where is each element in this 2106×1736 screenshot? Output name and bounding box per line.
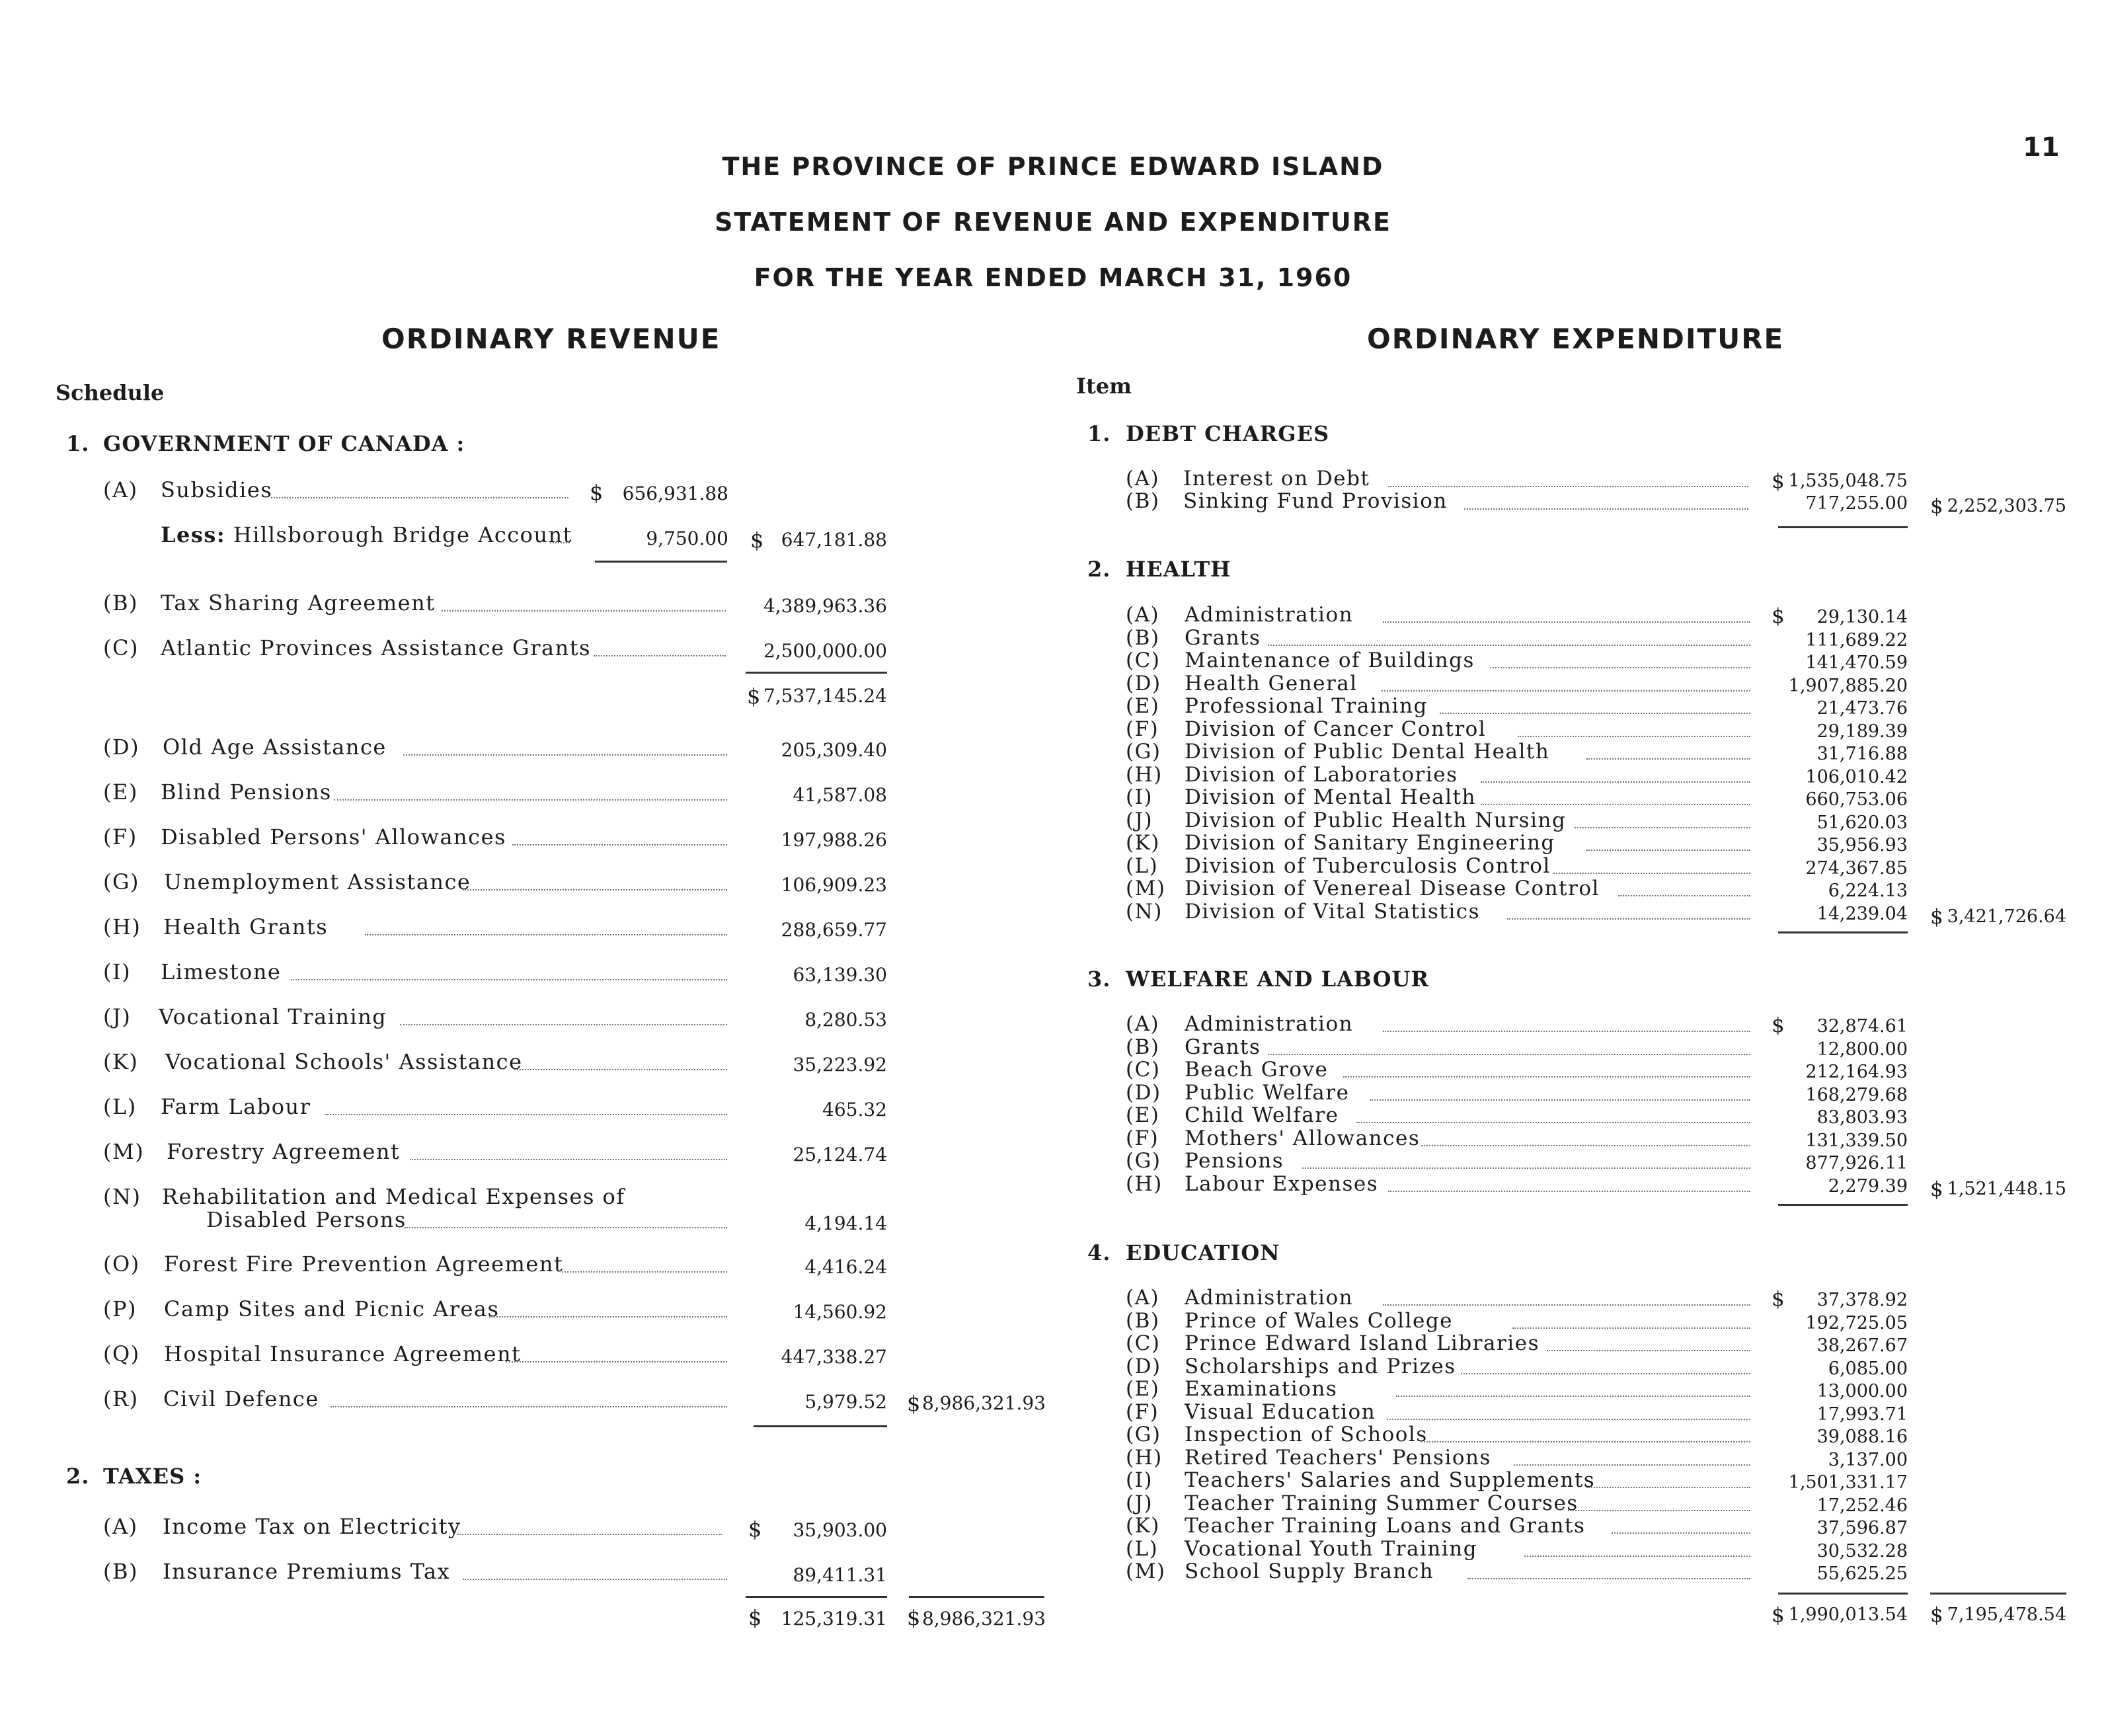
revenue-amount: 35,903.00 (793, 1519, 887, 1541)
leader-dots (1490, 667, 1750, 668)
expenditure-item-code: (F) (1126, 1400, 1159, 1424)
revenue-item-code: (B) (103, 590, 138, 615)
dollar-sign: $ (1930, 1603, 1945, 1627)
leader-dots (1421, 1441, 1750, 1442)
revenue-amount: 25,124.74 (793, 1144, 887, 1165)
expenditure-item-label: Professional Training (1185, 694, 1428, 718)
leader-dots (325, 1114, 727, 1115)
expenditure-item-label: Public Welfare (1185, 1080, 1350, 1105)
expenditure-item-code: (B) (1126, 489, 1160, 513)
revenue-amount: 89,411.31 (793, 1564, 887, 1586)
expenditure-item-label: Grants (1185, 1035, 1261, 1059)
revenue-item-code: (O) (103, 1251, 140, 1277)
expenditure-item-label: Child Welfare (1185, 1103, 1339, 1127)
expenditure-item-label: Teacher Training Summer Courses (1185, 1491, 1579, 1515)
expenditure-item-code: (K) (1126, 1514, 1160, 1538)
leader-dots (1383, 1304, 1750, 1306)
revenue-item-label: Disabled Persons' Allowances (161, 824, 506, 849)
revenue-amount: 4,194.14 (804, 1212, 887, 1234)
underline-rule (754, 1425, 887, 1427)
expenditure-item-label: Maintenance of Buildings (1185, 649, 1475, 672)
underline-rule (595, 561, 727, 563)
less-item-label: Hillsborough Bridge Account (233, 522, 573, 547)
expenditure-section-total: 1,521,448.15 (1947, 1178, 2066, 1199)
expenditure-item-code: (J) (1126, 808, 1153, 832)
expenditure-amount: 21,473.76 (1816, 698, 1908, 719)
revenue-item-label: Atlantic Provinces Assistance Grants (161, 635, 591, 660)
expenditure-item-code: (G) (1126, 740, 1161, 764)
expenditure-item-label: Division of Sanitary Engineering (1185, 831, 1555, 855)
less-amount: 9,750.00 (646, 528, 728, 549)
expenditure-item-label: Beach Grove (1185, 1058, 1329, 1082)
expenditure-item-label: Administration (1185, 1286, 1354, 1310)
revenue-item-label: Limestone (161, 959, 282, 984)
leader-dots (1461, 1373, 1750, 1374)
leader-dots (1464, 508, 1748, 510)
revenue-item-label-continued: Disabled Persons (206, 1207, 407, 1232)
revenue-amount: 205,309.40 (781, 739, 887, 761)
leader-dots (506, 1361, 727, 1362)
page-number: 11 (2023, 132, 2060, 163)
expenditure-item-label: Retired Teachers' Pensions (1185, 1445, 1491, 1470)
dollar-sign: $ (1930, 494, 1945, 518)
expenditure-item-label: Visual Education (1185, 1400, 1376, 1424)
revenue-item-label: Vocational Schools' Assistance (165, 1049, 523, 1074)
expenditure-section-title: EDUCATION (1126, 1240, 1280, 1265)
expenditure-item-label: Grants (1185, 625, 1261, 650)
expenditure-item-code: (J) (1126, 1491, 1153, 1515)
leader-dots (1382, 690, 1750, 691)
leader-dots (1514, 1464, 1750, 1466)
revenue-item-code: (K) (103, 1049, 139, 1074)
leader-dots (489, 1316, 727, 1318)
leader-dots (1586, 1487, 1750, 1488)
revenue-item-label: Blind Pensions (161, 779, 332, 805)
leader-dots (1547, 1350, 1750, 1351)
expenditure-item-code: (B) (1126, 625, 1160, 650)
dollar-sign: $ (907, 1391, 921, 1416)
underline-rule (746, 1596, 887, 1598)
leader-dots (550, 542, 570, 543)
expenditure-item-label: Interest on Debt (1183, 467, 1370, 491)
expenditure-item-code: (I) (1126, 785, 1153, 809)
expenditure-item-label: Teacher Training Loans and Grants (1185, 1514, 1586, 1538)
revenue-item-label: Health Grants (163, 914, 329, 939)
revenue-amount: 35,223.92 (793, 1054, 887, 1076)
expenditure-item-code: (B) (1126, 1308, 1160, 1333)
expenditure-item-code: (E) (1126, 1103, 1160, 1127)
expenditure-amount: 131,339.50 (1805, 1130, 1908, 1151)
expenditure-item-label: Administration (1185, 1012, 1354, 1036)
revenue-amount: 14,560.92 (793, 1301, 887, 1323)
leader-dots (410, 1159, 727, 1160)
revenue-amount: 465.32 (822, 1099, 887, 1121)
revenue-amount: 656,931.88 (622, 483, 728, 504)
leader-dots (1388, 486, 1748, 487)
revenue-item-label: Insurance Premiums Tax (163, 1559, 451, 1584)
expenditure-amount: 168,279.68 (1805, 1084, 1908, 1105)
expenditure-item-code: (G) (1126, 1423, 1161, 1446)
net-subsidies-amount: 647,181.88 (781, 529, 887, 551)
leader-dots (457, 1534, 722, 1535)
dollar-sign: $ (748, 1605, 763, 1630)
revenue-amount: 197,988.26 (781, 829, 887, 851)
leader-dots (1575, 827, 1750, 828)
revenue-amount: 447,338.27 (781, 1346, 887, 1368)
expenditure-item-label: Examinations (1185, 1377, 1338, 1401)
revenue-item-label: Hospital Insurance Agreement (164, 1341, 522, 1366)
leader-dots (1512, 1327, 1750, 1329)
revenue-subtotal: 7,537,145.24 (763, 685, 887, 707)
expenditure-amount: 32,874.61 (1816, 1016, 1908, 1037)
revenue-section-total: 8,986,321.93 (921, 1392, 1046, 1414)
leader-dots (1383, 1031, 1750, 1032)
leader-dots (1440, 713, 1750, 714)
expenditure-section-title: WELFARE AND LABOUR (1126, 967, 1429, 992)
underline-rule (1778, 526, 1908, 528)
expenditure-amount: 1,907,885.20 (1788, 675, 1908, 696)
dollar-sign: $ (1772, 1287, 1786, 1311)
expenditure-section-total: 3,421,726.64 (1947, 906, 2066, 927)
expenditure-item-label: Division of Tuberculosis Control (1185, 853, 1551, 878)
expenditure-amount: 2,279.39 (1828, 1175, 1908, 1197)
revenue-item-code: (P) (103, 1296, 137, 1322)
expenditure-item-label: School Supply Branch (1185, 1559, 1434, 1583)
expenditure-item-label: Inspection of Schools (1185, 1423, 1428, 1446)
leader-dots (403, 754, 727, 756)
expenditure-item-code: (B) (1126, 1035, 1160, 1059)
expenditure-item-code: (C) (1126, 1058, 1161, 1082)
revenue-grand-total: 8,986,321.93 (921, 1608, 1046, 1630)
schedule-column-label: Schedule (56, 380, 165, 405)
expenditure-amount: 192,725.05 (1805, 1312, 1908, 1333)
underline-rule (1778, 1204, 1908, 1206)
underline-rule (746, 672, 887, 674)
revenue-amount: 4,416.24 (804, 1256, 887, 1278)
expenditure-item-label: Administration (1185, 603, 1354, 627)
revenue-item-label: Tax Sharing Agreement (161, 590, 436, 615)
expenditure-item-label: Labour Expenses (1185, 1171, 1379, 1196)
expenditure-amount: 274,367.85 (1805, 857, 1908, 879)
expenditure-item-code: (E) (1126, 1377, 1160, 1401)
expenditure-amount: 29,189.39 (1816, 721, 1908, 742)
leader-dots (594, 655, 726, 656)
expenditure-item-label: Scholarships and Prizes (1185, 1354, 1456, 1378)
revenue-amount: 4,389,963.36 (763, 595, 887, 617)
revenue-item-code: (F) (103, 824, 137, 849)
expenditure-section-number: 1. (1087, 421, 1111, 446)
leader-dots (514, 1069, 727, 1070)
revenue-item-code: (H) (103, 914, 141, 939)
revenue-item-code: (Q) (103, 1341, 140, 1366)
revenue-item-code: (N) (103, 1184, 141, 1209)
revenue-item-code: (C) (103, 635, 139, 660)
expenditure-item-label: Division of Laboratories (1185, 762, 1458, 787)
leader-dots (291, 979, 727, 980)
leader-dots (1568, 1510, 1750, 1511)
leader-dots (1586, 758, 1750, 760)
revenue-item-code: (G) (103, 869, 140, 894)
expenditure-item-code: (A) (1126, 467, 1160, 491)
expenditure-amount: 51,620.03 (1816, 812, 1908, 833)
revenue-item-label: Old Age Assistance (163, 734, 387, 760)
expenditure-item-code: (D) (1126, 671, 1161, 695)
expenditure-amount: 877,926.11 (1805, 1153, 1908, 1173)
leader-dots (1383, 621, 1750, 623)
dollar-sign: $ (747, 684, 761, 709)
expenditure-item-label: Division of Vital Statistics (1185, 899, 1481, 924)
leader-dots (1507, 918, 1750, 920)
expenditure-item-code: (C) (1126, 1331, 1161, 1355)
leader-dots (512, 844, 727, 846)
underline-rule (909, 1596, 1044, 1598)
revenue-item-code: (I) (103, 959, 132, 984)
expenditure-item-label: Pensions (1185, 1149, 1284, 1173)
expenditure-item-code: (N) (1126, 899, 1163, 924)
revenue-item-code: (R) (103, 1386, 139, 1411)
leader-dots (1481, 781, 1750, 783)
revenue-amount: 8,280.53 (804, 1009, 887, 1031)
dollar-sign: $ (1772, 1603, 1786, 1627)
expenditure-item-code: (A) (1126, 1012, 1160, 1036)
leader-dots (1268, 645, 1750, 646)
expenditure-item-code: (L) (1126, 853, 1159, 878)
leader-dots (400, 1024, 727, 1025)
expenditure-amount: 111,689.22 (1805, 629, 1908, 651)
expenditure-item-label: Division of Public Health Nursing (1185, 808, 1567, 832)
leader-dots (1612, 1532, 1750, 1534)
expenditure-amount: 1,501,331.17 (1788, 1472, 1908, 1493)
leader-dots (1524, 1556, 1750, 1557)
leader-dots (442, 610, 726, 612)
dollar-sign: $ (1930, 1177, 1945, 1201)
expenditure-amount: 13,000.00 (1816, 1381, 1908, 1401)
expenditure-item-label: Division of Venereal Disease Control (1185, 877, 1600, 900)
revenue-item-label: Farm Labour (161, 1094, 311, 1119)
revenue-amount: 5,979.52 (804, 1391, 887, 1413)
document-title-line3: FOR THE YEAR ENDED MARCH 31, 1960 (754, 263, 1352, 292)
expenditure-amount: 37,378.92 (1816, 1290, 1908, 1310)
expenditure-section-total: 2,252,303.75 (1947, 496, 2066, 516)
leader-dots (1396, 1396, 1750, 1397)
leader-dots (1467, 1578, 1750, 1579)
expenditure-item-code: (F) (1126, 1126, 1159, 1150)
leader-dots (1388, 1191, 1750, 1192)
expenditure-item-code: (D) (1126, 1080, 1161, 1105)
expenditure-amount: 6,085.00 (1828, 1358, 1908, 1379)
leader-dots (463, 889, 727, 890)
leader-dots (334, 799, 727, 801)
document-title-line2: STATEMENT OF REVENUE AND EXPENDITURE (715, 208, 1391, 237)
expenditure-amount: 717,255.00 (1805, 493, 1908, 514)
underline-rule (1930, 1593, 2066, 1595)
expenditure-item-label: Division of Cancer Control (1185, 717, 1487, 741)
leader-dots (1370, 1099, 1750, 1101)
expenditure-item-code: (F) (1126, 717, 1159, 741)
education-subtotal: 1,990,013.54 (1788, 1604, 1908, 1625)
underline-rule (1778, 1593, 1908, 1595)
revenue-item-code: (J) (103, 1004, 132, 1029)
revenue-item-code: (A) (103, 1514, 138, 1539)
revenue-item-code: (M) (103, 1139, 145, 1164)
revenue-item-code: (B) (103, 1559, 138, 1584)
revenue-item-code: (A) (103, 477, 138, 502)
revenue-section-title: TAXES : (103, 1464, 202, 1489)
revenue-amount: 41,587.08 (793, 784, 887, 806)
expenditure-heading: ORDINARY EXPENDITURE (1367, 323, 1785, 355)
expenditure-item-code: (E) (1126, 694, 1160, 718)
expenditure-amount: 1,535,048.75 (1788, 471, 1908, 491)
expenditure-section-title: HEALTH (1126, 557, 1231, 582)
expenditure-item-label: Vocational Youth Training (1185, 1536, 1478, 1561)
leader-dots (1553, 873, 1750, 874)
expenditure-amount: 29,130.14 (1816, 607, 1908, 627)
leader-dots (1618, 895, 1750, 896)
revenue-item-code: (D) (103, 734, 140, 760)
expenditure-section-total: 7,195,478.54 (1947, 1604, 2066, 1625)
expenditure-amount: 31,716.88 (1816, 744, 1908, 764)
item-column-label: Item (1076, 374, 1132, 399)
expenditure-amount: 14,239.04 (1816, 903, 1908, 924)
revenue-heading: ORDINARY REVENUE (381, 323, 721, 355)
less-prefix: Less: (161, 522, 226, 547)
dollar-sign: $ (590, 480, 604, 505)
expenditure-amount: 141,470.59 (1805, 652, 1908, 673)
leader-dots (1302, 1167, 1750, 1169)
expenditure-amount: 30,532.28 (1816, 1540, 1908, 1561)
revenue-item-code: (E) (103, 779, 138, 805)
leader-dots (1343, 1076, 1750, 1078)
revenue-item-label: Subsidies (161, 477, 273, 502)
expenditure-amount: 38,267.67 (1816, 1335, 1908, 1356)
expenditure-item-code: (A) (1126, 1286, 1160, 1310)
revenue-amount: 63,139.30 (793, 964, 887, 986)
revenue-amount: 106,909.23 (781, 874, 887, 896)
expenditure-item-code: (D) (1126, 1354, 1161, 1378)
expenditure-item-code: (H) (1126, 762, 1163, 787)
dollar-sign: $ (1772, 469, 1786, 493)
revenue-item-label: Rehabilitation and Medical Expenses of (162, 1184, 625, 1209)
expenditure-item-label: Division of Public Dental Health (1185, 740, 1550, 764)
expenditure-amount: 83,803.93 (1816, 1107, 1908, 1128)
expenditure-amount: 212,164.93 (1805, 1062, 1908, 1082)
leader-dots (1421, 1145, 1750, 1146)
expenditure-item-code: (K) (1126, 831, 1160, 855)
expenditure-item-code: (M) (1126, 1559, 1166, 1583)
leader-dots (1268, 1054, 1750, 1055)
leader-dots (271, 497, 568, 498)
expenditure-amount: 35,956.93 (1816, 835, 1908, 855)
leader-dots (1518, 736, 1750, 737)
expenditure-amount: 12,800.00 (1816, 1039, 1908, 1060)
leader-dots (405, 1227, 727, 1228)
expenditure-item-code: (C) (1126, 649, 1161, 672)
expenditure-amount: 37,596.87 (1816, 1518, 1908, 1538)
revenue-item-label: Income Tax on Electricity (163, 1514, 461, 1539)
expenditure-amount: 106,010.42 (1805, 766, 1908, 787)
leader-dots (1356, 1122, 1750, 1123)
expenditure-section-number: 2. (1087, 557, 1111, 582)
taxes-total: 125,319.31 (781, 1608, 887, 1630)
revenue-item-label: Vocational Training (159, 1004, 387, 1029)
revenue-item-label: Camp Sites and Picnic Areas (164, 1296, 500, 1322)
revenue-amount: 288,659.77 (781, 919, 887, 941)
expenditure-item-code: (L) (1126, 1536, 1159, 1561)
dollar-sign: $ (1772, 604, 1786, 628)
expenditure-amount: 3,137.00 (1828, 1449, 1908, 1470)
expenditure-item-code: (M) (1126, 877, 1166, 900)
expenditure-item-label: Health General (1185, 671, 1358, 695)
expenditure-item-label: Prince of Wales College (1185, 1308, 1454, 1333)
revenue-amount: 2,500,000.00 (763, 640, 887, 662)
leader-dots (1387, 1419, 1750, 1420)
expenditure-item-code: (H) (1126, 1171, 1163, 1196)
expenditure-item-label: Sinking Fund Provision (1183, 489, 1448, 513)
dollar-sign: $ (750, 528, 765, 553)
expenditure-item-label: Mothers' Allowances (1185, 1126, 1421, 1150)
expenditure-item-label: Teachers' Salaries and Supplements (1185, 1468, 1596, 1492)
expenditure-item-label: Division of Mental Health (1185, 785, 1476, 809)
document-title-line1: THE PROVINCE OF PRINCE EDWARD ISLAND (722, 152, 1384, 181)
revenue-section-title: GOVERNMENT OF CANADA : (103, 431, 465, 456)
expenditure-section-title: DEBT CHARGES (1126, 421, 1330, 446)
leader-dots (331, 1406, 727, 1407)
expenditure-amount: 660,753.06 (1805, 789, 1908, 810)
expenditure-amount: 39,088.16 (1816, 1427, 1908, 1447)
revenue-section-number: 1. (66, 431, 90, 456)
leader-dots (463, 1579, 727, 1580)
expenditure-item-label: Prince Edward Island Libraries (1185, 1331, 1540, 1355)
underline-rule (1778, 931, 1908, 933)
expenditure-item-code: (I) (1126, 1468, 1153, 1492)
expenditure-amount: 6,224.13 (1828, 881, 1908, 901)
revenue-item-label: Forest Fire Prevention Agreement (164, 1251, 564, 1277)
dollar-sign: $ (1772, 1013, 1786, 1037)
less-label (161, 522, 572, 547)
revenue-item-label: Forestry Agreement (167, 1139, 401, 1164)
expenditure-section-number: 3. (1087, 967, 1111, 992)
expenditure-amount: 17,252.46 (1816, 1495, 1908, 1516)
revenue-section-number: 2. (66, 1464, 90, 1489)
expenditure-item-code: (H) (1126, 1445, 1163, 1470)
leader-dots (1586, 849, 1750, 851)
revenue-item-label: Civil Defence (163, 1386, 319, 1411)
leader-dots (562, 1271, 727, 1273)
dollar-sign: $ (748, 1517, 763, 1542)
leader-dots (1481, 804, 1750, 805)
expenditure-amount: 17,993.71 (1816, 1403, 1908, 1425)
expenditure-section-number: 4. (1087, 1240, 1111, 1265)
revenue-item-label: Unemployment Assistance (164, 869, 471, 894)
expenditure-amount: 55,625.25 (1816, 1563, 1908, 1584)
revenue-item-code: (L) (103, 1094, 137, 1119)
leader-dots (365, 934, 727, 935)
expenditure-item-code: (A) (1126, 603, 1160, 627)
expenditure-item-code: (G) (1126, 1149, 1161, 1173)
dollar-sign: $ (1930, 904, 1945, 929)
dollar-sign: $ (907, 1605, 921, 1630)
